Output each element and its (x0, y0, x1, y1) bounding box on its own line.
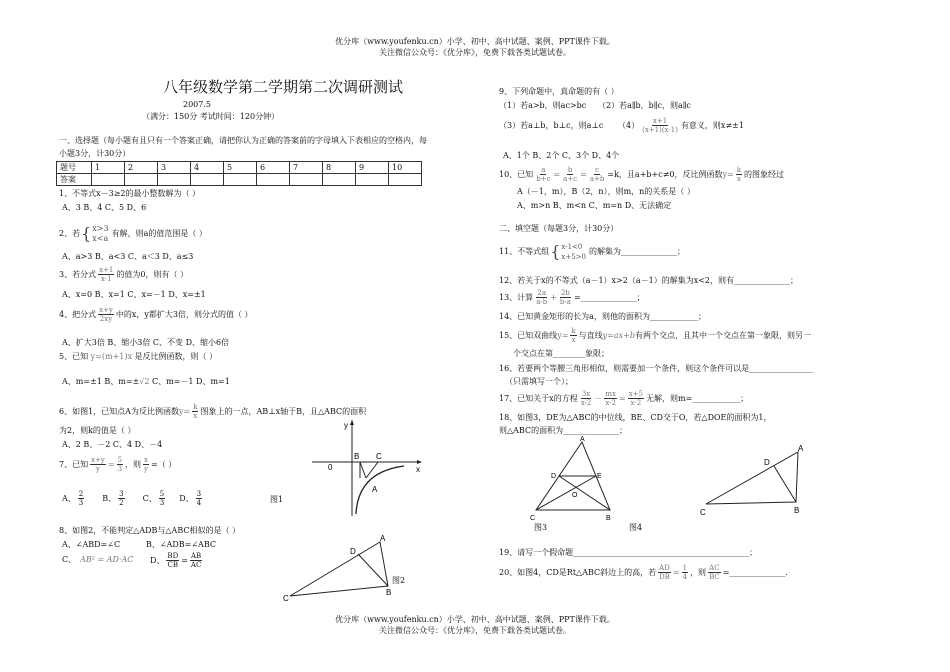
footer-line-1: 优分库（www.youfenku.cn）小学、初中、高中试题、案例、PPT课件下载。 (335, 615, 615, 624)
fig3-label-a: A (580, 436, 585, 443)
fig2-label-c: C (283, 594, 289, 603)
answer-cell[interactable] (224, 174, 257, 186)
q15-line-expr: y=ax+b (602, 330, 635, 340)
q7-opt-d-frac (196, 490, 202, 507)
fig3-label-e: E (597, 473, 602, 480)
q9-p4 (618, 117, 744, 134)
q13-d1: a-b (536, 298, 548, 306)
fig3-label-b: B (606, 515, 611, 522)
q8-opt-d (150, 552, 204, 569)
q2-post: 有解，则a的值范围是（ ） (111, 229, 207, 238)
q5-post: 是反比例函数，则（ ） (134, 352, 218, 361)
q20-post: =______________. (722, 567, 788, 577)
q3-stem (59, 266, 188, 283)
answer-cell[interactable] (257, 174, 290, 186)
q20-frac-3 (708, 564, 721, 581)
table-cell: 答案 (57, 174, 92, 186)
q7-options (62, 490, 204, 507)
answer-table-answer-row (57, 174, 422, 186)
table-cell: 题号 (57, 162, 92, 174)
q13-frac-1 (535, 289, 548, 306)
q1-options: A、3 B、4 C、5 D、6 (62, 203, 147, 212)
q10-line-2: A（－1，m），B（2，n），则m，n的关系是（ ） (517, 187, 695, 196)
q7-opt-b-frac (118, 490, 124, 507)
q8-opt-d-label: D、 (150, 555, 165, 565)
q13-n2: 2b (560, 289, 570, 297)
q10-f3n: c (595, 166, 600, 174)
q4-fraction (98, 306, 114, 323)
table-cell: 5 (224, 162, 257, 174)
fig2-label-d: D (350, 547, 356, 556)
q2-options: A、a>3 B、a<3 C、a＜3 D、a≤3 (62, 252, 194, 261)
q7-den3: y (144, 465, 149, 473)
q7-den1: y (96, 465, 100, 473)
q20-frac-2 (682, 564, 688, 581)
answer-cell[interactable] (92, 174, 125, 186)
section1-heading: 一、选择题（每小题有且只有一个答案正确，请把你认为正确的答案前的字母填入下表相应的空格内，每 (59, 136, 427, 145)
q9-p4-pre: （4） (618, 120, 640, 130)
q10-frac-2 (562, 166, 578, 183)
q17-frac-2 (604, 390, 617, 407)
q17-d2: x-2 (605, 399, 617, 407)
q19-text: 19、请写一个假命题____________________________________________； (499, 548, 758, 557)
q17-n2: mx (605, 390, 616, 398)
q10-f2d: a+c (563, 175, 578, 183)
q10-f1d: b+c (536, 175, 551, 183)
q15-kd: x (571, 336, 576, 344)
q17-stem (499, 390, 748, 407)
q7-den2: 3 (117, 465, 123, 473)
fig4-label-d: D (764, 458, 770, 467)
exam-title: 八年级数学第二学期第二次调研测试 (163, 80, 404, 96)
q8-opt-d-n2: AB (191, 552, 202, 560)
q6-options: A、2 B、－2 C、4 D、－4 (62, 440, 163, 449)
q3-pre: 3、若分式 (59, 269, 97, 279)
q8-opt-c-label: C、 (62, 555, 77, 564)
answer-cell[interactable] (323, 174, 356, 186)
q3-num: x+1 (99, 266, 114, 274)
q4-options: A、扩大3倍 B、缩小3倍 C、不变 D、缩小6倍 (62, 338, 230, 347)
q18-line-2: 则△ABC的面积为______________； (499, 426, 628, 435)
table-cell: 10 (389, 162, 422, 174)
q16-text: 16、若要两个等腰三角形相似，则需要加一个条件，则这个条件可以是________________ (499, 364, 814, 373)
answer-cell[interactable] (389, 174, 422, 186)
q15-pre: 15、已知双曲线 (499, 330, 558, 340)
q17-d1: x-2 (580, 399, 592, 407)
q5-stem (59, 352, 217, 362)
q4-stem (59, 306, 253, 323)
q8-opt-d-frac-1 (166, 552, 179, 569)
q9-p1: （1）若a>b，则ac>bc (499, 101, 587, 110)
fig1-caption: 图1 (270, 495, 284, 504)
q6-post: 图象上的一点，AB⊥x轴于B，且△ABC的面积 (200, 406, 367, 416)
table-cell: 3 (158, 162, 191, 174)
q17-frac-1 (580, 390, 593, 407)
q10-stem: 10、已知 $\frac{a}{b+c}$ = $\frac{b}{a+c}$ = $\frac{c}{a+b}$ =k，且a+b+c≠0，反比例函数 y= $\frac{k}{x}$ 的图象经过 (499, 166, 784, 183)
q6-pre: 6、如图1，已知点A为反比例函数 (59, 406, 179, 416)
answer-cell[interactable] (191, 174, 224, 186)
q7-opt-b-den: 2 (119, 499, 124, 507)
q17-frac-3 (628, 390, 644, 407)
fig1-label-a: A (372, 485, 378, 494)
q7-post: =（ ） (151, 459, 177, 469)
footer (275, 614, 675, 636)
q5-expr: y=(m+1)x (90, 352, 132, 361)
fig3-label-d: D (551, 473, 557, 480)
fig2-caption: 图2 (392, 576, 406, 585)
q8-opt-c (62, 555, 133, 565)
table-cell: 1 (92, 162, 125, 174)
q7-opt-b-label: B、 (102, 493, 117, 503)
q7-fraction-1 (90, 456, 106, 473)
q10-kd: x (736, 175, 741, 183)
q17-d3: x-2 (630, 399, 642, 407)
fig1-label-c: C (376, 452, 382, 461)
q20-frac-1 (658, 564, 671, 581)
q2-system (92, 224, 108, 244)
q10-k-frac (736, 166, 742, 183)
q11-post: 的解集为______________； (588, 247, 685, 256)
q18-text: 18、如图3，DE为△ABC的中位线，BE、CD交于O，若△DOE的面积为1， (499, 413, 772, 422)
q9-p4-den: (x+1)(x-1) (642, 126, 678, 134)
q7-opt-a-label: A、 (62, 493, 76, 503)
q8-stem: 8、如图2，不能判定△ADB与△ABC相似的是（ ） (59, 526, 241, 535)
q15-post: 有两个交点，且其中一个交点在第一象限，则另一 (635, 330, 811, 340)
q5-options-sqrt: √2 (139, 377, 150, 386)
q5-pre: 5、已知 (59, 352, 89, 361)
table-cell: 2 (125, 162, 158, 174)
q11-s2: x+5>0 (561, 253, 586, 261)
table-cell: 7 (290, 162, 323, 174)
q4-num: x+y (99, 306, 113, 314)
q4-den: 2xy (99, 315, 113, 323)
q7-opt-b-num: 3 (119, 490, 124, 498)
q7-num2: 5 (117, 456, 123, 464)
fig1-label-o: 0 (328, 463, 333, 472)
q10-post: 的图象经过 (743, 169, 784, 179)
brace-icon: { (81, 224, 92, 243)
q15-stem (499, 327, 811, 344)
q10-f1n: a (541, 166, 546, 174)
q2-pre: 2、若 (59, 229, 81, 238)
fig1-label-x: x (416, 465, 420, 474)
q11-pre: 11、不等式组 (499, 247, 550, 256)
q11-stem (499, 242, 685, 262)
q4-pre: 4、把分式 (59, 309, 97, 319)
q15-mid: 与直线 (578, 330, 603, 340)
q7-opt-c-frac (159, 490, 165, 507)
q20-eq: = (672, 567, 680, 577)
q7-opt-c-den: 3 (159, 499, 165, 507)
q8-opt-d-frac-2 (190, 552, 202, 569)
q13-n1: 2a (537, 289, 547, 297)
q7-opt-d-num: 3 (196, 490, 202, 498)
q7-fraction-3 (143, 456, 149, 473)
q9-p4-post: 有意义，则x≠±1 (680, 120, 744, 130)
q7-opt-a-num: 2 (78, 490, 84, 498)
q10-y-expr: y= (722, 169, 734, 179)
q2-sys-line-2: x<a (92, 234, 109, 243)
q9-p4-num: x+1 (652, 117, 668, 125)
q8-opt-d-n1: BD (167, 552, 179, 560)
q5-options-b: C、m=－1 D、m=1 (149, 377, 230, 386)
brace-icon: { (550, 242, 561, 261)
q3-fraction (98, 266, 114, 283)
q20-d2: 4 (682, 573, 688, 581)
q20-n2: 1 (682, 564, 688, 572)
q3-post: 的值为0，则有（ ） (116, 269, 189, 279)
q5-options-a: A、m=±1 B、m=± (62, 377, 140, 386)
q12-text: 12、若关于x的不等式（a－1）x>2（a－1）的解集为x<2，则有______________； (499, 276, 799, 285)
x-axis-arrow-icon (417, 460, 422, 464)
q20-d3: BC (709, 573, 720, 581)
q7-opt-d-den: 4 (196, 499, 202, 507)
y-axis-arrow-icon (350, 420, 354, 425)
q20-n1: AD (659, 564, 670, 572)
q8-opt-a: A、∠ABD=∠C (62, 540, 121, 549)
q6-expr: y= (178, 406, 191, 416)
q7-opt-d-label: D、 (179, 493, 194, 503)
answer-cell[interactable] (356, 174, 389, 186)
q15-k-frac (570, 327, 576, 344)
answer-table (56, 161, 422, 186)
q13-frac-2 (559, 289, 572, 306)
q8-opt-d-eq: = (181, 555, 188, 565)
q13-post: =______________； (573, 292, 645, 302)
q7-eq: = (107, 459, 115, 469)
q9-p4-frac (641, 117, 679, 134)
q11-system (561, 242, 586, 262)
table-cell: 6 (257, 162, 290, 174)
q16-line-2: （只需填写一个）； (505, 377, 573, 386)
exam-date: 2007.5 (183, 100, 211, 109)
fig3-caption: 图3 (534, 523, 548, 532)
q3-options: A、x=0 B、x=1 C、x=－1 D、x=±1 (62, 290, 206, 299)
exam-score-info: （满分：150分 考试时间：120分钟） (142, 112, 280, 121)
segment-ba (360, 462, 366, 478)
fig1-label-y: y (344, 421, 348, 430)
q7-stem (59, 456, 176, 473)
q9-options: A、1个 B、2个 C、3个 D、4个 (503, 151, 620, 160)
q10-frac-3 (589, 166, 606, 183)
q7-opt-a-frac (78, 490, 84, 507)
q7-pre: 7、已知 (59, 459, 89, 469)
q7-fraction-2 (117, 456, 123, 473)
q10-options: A、m>n B、m<n C、m=n D、无法确定 (517, 201, 672, 210)
q17-eq: = (619, 393, 626, 403)
q10-f2n: b (567, 166, 573, 174)
q7-mid: ，则 (125, 459, 142, 469)
triangle-abc (290, 542, 388, 596)
q8-opt-b: B、∠ADB=∠ABC (146, 540, 216, 549)
fig3-label-o: O (572, 492, 578, 499)
table-cell: 8 (323, 162, 356, 174)
q13-plus: + (550, 292, 557, 302)
q7-opt-a-den: 3 (78, 499, 84, 507)
fig2-label-a: A (380, 534, 386, 543)
table-cell: 4 (191, 162, 224, 174)
q5-options (62, 377, 230, 387)
q17-minus: － (594, 393, 603, 403)
q10-pre: 10、已知 (499, 169, 534, 179)
q20-n3: AC (709, 564, 720, 572)
q6-den: x (193, 412, 198, 420)
q15-line-2: 个交点在第________象限； (513, 349, 609, 358)
q13-d2: b-a (559, 298, 571, 306)
q10-frac-1 (535, 166, 551, 183)
answer-cell[interactable] (290, 174, 323, 186)
fig1-label-b: B (354, 452, 360, 461)
q13-stem (499, 289, 645, 306)
fig4-label-a: A (798, 444, 804, 453)
q4-post: 中的x，y都扩大3倍，则分式的值（ ） (115, 309, 253, 319)
figure-4 (696, 440, 816, 520)
q2-sys-line-1: x>3 (92, 224, 109, 233)
figure-2 (280, 532, 400, 604)
q6-fraction (192, 403, 198, 420)
answer-cell[interactable] (158, 174, 191, 186)
fig4-caption: 图4 (629, 523, 643, 532)
figure-3 (530, 432, 620, 524)
q13-pre: 13、计算 (499, 292, 534, 302)
fig4-label-b: B (794, 506, 800, 515)
q7-opt-c-num: 5 (159, 490, 165, 498)
q20-mid: ，则 (690, 567, 707, 577)
table-cell: 9 (356, 162, 389, 174)
fig2-label-b: B (386, 588, 392, 597)
q9-p3: （3）若a⊥b，b⊥c，则a⊥c (499, 121, 604, 130)
footer-line-2: 关注微信公众号：《优分库》，免费下载各类试题试卷。 (379, 626, 571, 635)
answer-table-header-row (57, 162, 422, 174)
answer-cell[interactable] (125, 174, 158, 186)
section2-heading: 二、填空题（每题3分，计30分） (499, 224, 619, 233)
q10-kn: k (736, 166, 741, 174)
q10-f3d: a+b (589, 175, 605, 183)
hyperbola-curve (356, 466, 404, 514)
q8-opt-d-d2: AC (190, 561, 202, 569)
q17-n1: 3x (581, 390, 591, 398)
figure-1 (312, 418, 432, 518)
section1-heading-2: 小题3分，计30分） (59, 149, 131, 158)
q8-opt-d-d1: CB (167, 561, 179, 569)
q7-opt-c-label: C、 (142, 493, 157, 503)
q3-den: x-1 (100, 275, 112, 283)
header-line-1: 优分库（www.youfenku.cn）小学、初中、高中试题、案例、PPT课件下载。 (335, 37, 615, 46)
triangle-abc (706, 452, 798, 504)
q7-num3: x (144, 456, 148, 464)
fig3-label-c: C (530, 515, 536, 522)
header-line-2: 关注微信公众号：《优分库》，免费下载各类试题试卷。 (379, 48, 571, 57)
fig4-label-c: C (700, 508, 706, 517)
q15-y: y= (557, 330, 569, 340)
q17-pre: 17、已知关于x的方程 (499, 393, 578, 403)
q2-stem (59, 224, 207, 244)
q17-post: 无解，则m=____________； (646, 393, 749, 403)
segment-cd (774, 466, 796, 502)
q20-pre: 20、如图4，CD是Rt△ABC斜边上的高，若 (499, 567, 657, 577)
q1-stem: 1、不等式x－3≥2的最小整数解为（ ） (59, 189, 201, 198)
q8-opt-c-expr: AB² = AD·AC (80, 555, 134, 564)
q6-line-2: 为2，则k的值是（ ） (59, 426, 136, 435)
q20-d1: DB (659, 573, 670, 581)
q10-mid: =k，且a+b+c≠0，反比例函数 (607, 169, 723, 179)
q17-n3: x+5 (628, 390, 643, 398)
q6-num: k (193, 403, 198, 411)
q20-stem (499, 564, 788, 581)
q7-num1: x+y (91, 456, 105, 464)
q14-text: 14、已知黄金矩形的长为a，则他的面积为____________； (499, 312, 706, 321)
q11-s1: x-1<0 (561, 243, 583, 251)
q9-p2: （2）若a∥b，b∥c，则a∥c (598, 101, 691, 110)
q9-stem: 9、下列命题中，真命题的有（ ） (499, 87, 619, 96)
header (275, 36, 675, 58)
q15-kn: k (571, 327, 576, 335)
